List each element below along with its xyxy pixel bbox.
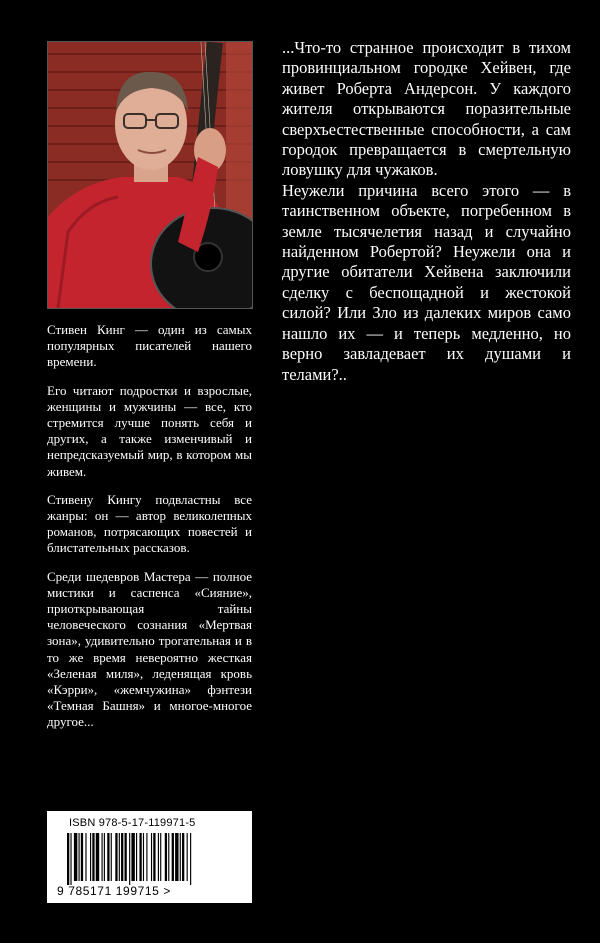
annotation-paragraph: ...Что-то странное происходит в тихом провинциальном городке Хейвен, где живет Роберта Андерсон. У каждого жителя открываются поразительные сверхъестественные способности, а сам городок превращается в смертельную ловушку для чужаков. — [282, 38, 571, 180]
barcode-digits: 9 785171 199715 > — [57, 884, 171, 898]
annotation-paragraph: Неужели причина всего этого — в таинственном объекте, погребенном в земле тысячелетия назад и случайно найденном Робертой? Неужели она и другие обитатели Хейвена заключили сделку с беспощадной и жестокой силой? Или Зло из далеких миров само нашло их — и теперь медленно, но верно завладевает их душами и телами?.. — [282, 180, 571, 384]
isbn-barcode-box — [47, 811, 252, 903]
author-photo — [47, 41, 253, 309]
bio-paragraph: Среди шедевров Мастера — полное мистики и саспенса «Сияние», приоткрывающая тайны человеческого сознания «Мертвая зона», удивительно трогательная и в то же время невероятно жесткая «Зеленая миля», леденящая кровь «Кэрри», «жемчужина» фэнтези «Темная Башня» и многое-многое другое... — [47, 568, 252, 730]
isbn-label: ISBN 978-5-17-119971-5 — [69, 817, 196, 829]
barcode-icon — [65, 833, 237, 885]
bio-paragraph: Стивен Кинг — один из самых популярных писателей нашего времени. — [47, 322, 252, 370]
book-annotation — [282, 38, 571, 385]
bio-paragraph: Его читают подростки и взрослые, женщины и мужчины — все, кто стремится лучше понять себя и других, а также изменчивый и непредсказуемый мир, в котором мы живем. — [47, 382, 252, 479]
author-bio — [47, 322, 252, 743]
bio-paragraph: Стивену Кингу подвластны все жанры: он — автор великолепных романов, потрясающих повестей и блистательных рассказов. — [47, 491, 252, 556]
